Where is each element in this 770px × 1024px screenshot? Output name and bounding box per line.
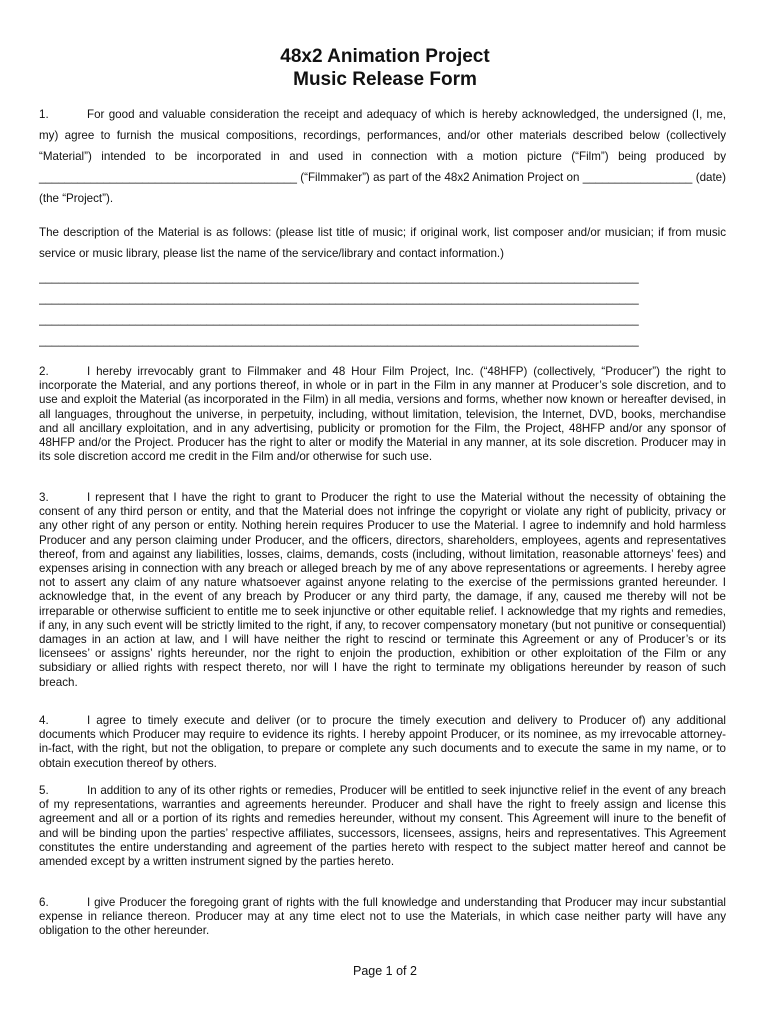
title-line-2: Music Release Form [293,69,477,90]
title-line-1: 48x2 Animation Project [280,46,490,67]
page-number: Page 1 of 2 [353,964,417,978]
section-2-number: 2. [39,365,49,378]
blank-line-2[interactable]: _____________________________________________________________________________________________ [39,292,639,305]
section-3-text: I represent that I have the right to grant to Producer the right to use the Material without the necessity of obtaining the consent of any third person or entity, and that the Material does not infringe the copyright or violate any right of publicity, privacy or any other right of any person or entity. Nothing herein requires Producer to use the Material. I agree to indemnify and hold harmless Producer and any person claiming under Producer, and the officers, directors, shareholders, employees, agents and representatives thereof, from and against any liabilities, losses, claims, demands, costs (including, without limitation, reasonable attorneys’ fees) and expenses arising in connection with any breach or alleged breach by me of any above representations or agreements. I hereby agree not to assert any claim of any nature whatsoever against anyone relating to the exercise of the permissions granted hereunder. I acknowledge that, in the event of any breach by Producer or any third party, the damage, if any, caused me thereby will not be irreparable or otherwise sufficient to entitle me to seek injunctive or other equitable relief. I acknowledge that my rights and remedies, if any, in any such event will be strictly limited to the right, if any, to recover compensatory monetary (but not punitive or consequential) damages in an action at law, and I will have neither the right to rescind or terminate this Agreement or any of Producer’s or its licensees’ or assigns’ rights hereunder, nor the right to enjoin the production, exhibition or other exploitation of the Film or any subsidiary or allied rights with respect thereto, nor will I have the right to terminate my obligations hereunder by reason of such breach. [39,491,726,689]
section-5-number: 5. [39,784,49,797]
section-1-number: 1. [39,108,49,121]
section-6 [39,896,726,939]
section-6-text: I give Producer the foregoing grant of rights with the full knowledge and understanding that Producer may incur substantial expense in reliance thereon. Producer may at any time elect not to use the Materials, in which case neither party will have any obligation to the other hereunder. [39,896,726,938]
material-description: The description of the Material is as follows: (please list title of music; if original work, list composer and/or musician; if from music service or music library, please list the name of the service/library and contact information.) [39,226,726,260]
section-2-text: I hereby irrevocably grant to Filmmaker and 48 Hour Film Project, Inc. (“48HFP) (collectively, “Producer”) the right to incorporate the Material, and any portions thereof, in whole or in part in the Film in any manner at Producer’s sole discretion, and to use and exploit the Material (as incorporated in the Film) in all media, versions and forms, whether now known or hereafter devised, in all languages, throughout the universe, in perpetuity, including, without limitation, television, the Internet, DVD, books, merchandise and all ancillary exploitation, and in any advertising, publicity or promotion for the Film, the Project, 48HFP and/or any sponsor of 48HFP and/or the Project. Producer has the right to alter or modify the Material in any manner, at its sole discretion. Producer may in its sole discretion accord me credit in the Film and/or otherwise for such use. [39,365,726,464]
section-4-text: I agree to timely execute and deliver (or to procure the timely execution and delivery to Producer of) any additional documents which Producer may require to evidence its rights. I hereby appoint Producer, or its nominee, as my irrevocable attorney-in-fact, with the right, but not the obligation, to prepare or complete any such documents and to execute the same in my name, or to obtain execution thereof by others. [39,714,726,770]
section-2 [39,365,726,464]
section-3-number: 3. [39,491,49,504]
blank-line-1[interactable]: _____________________________________________________________________________________________ [39,271,639,284]
section-3 [39,491,726,690]
section-5-text: In addition to any of its other rights or remedies, Producer will be entitled to seek injunctive relief in the event of any breach of my representations, warranties and agreements hereunder. Producer and shall have the right to freely assign and license this agreement and all or a portion of its rights and remedies hereunder, without my consent. This Agreement will inure to the benefit of and will be binding upon the parties’ respective affiliates, successors, licensees, assigns, heirs and representatives. This Agreement constitutes the entire understanding and agreement of the parties hereto with respect to the subject matter hereof and cannot be amended except by a written instrument signed by the parties hereto. [39,784,726,869]
section-6-number: 6. [39,896,49,909]
section-4-number: 4. [39,714,49,727]
section-1-text: For good and valuable consideration the receipt and adequacy of which is hereby acknowledged, the undersigned (I, me, my) agree to furnish the musical compositions, recordings, performances, and/or other materials described below (collectively “Material”) intended to be incorporated in and used in connection with a motion picture (“Film”) being produced by ________________________________________ (“Filmmaker”) as part of the 48x2 Animation Project on _________________ (date) (the “Project”). [39,108,726,205]
section-4 [39,714,726,771]
section-5 [39,784,726,869]
blank-line-3[interactable]: _____________________________________________________________________________________________ [39,313,639,326]
blank-line-4[interactable]: _____________________________________________________________________________________________ [39,334,639,347]
section-1 [39,104,726,209]
